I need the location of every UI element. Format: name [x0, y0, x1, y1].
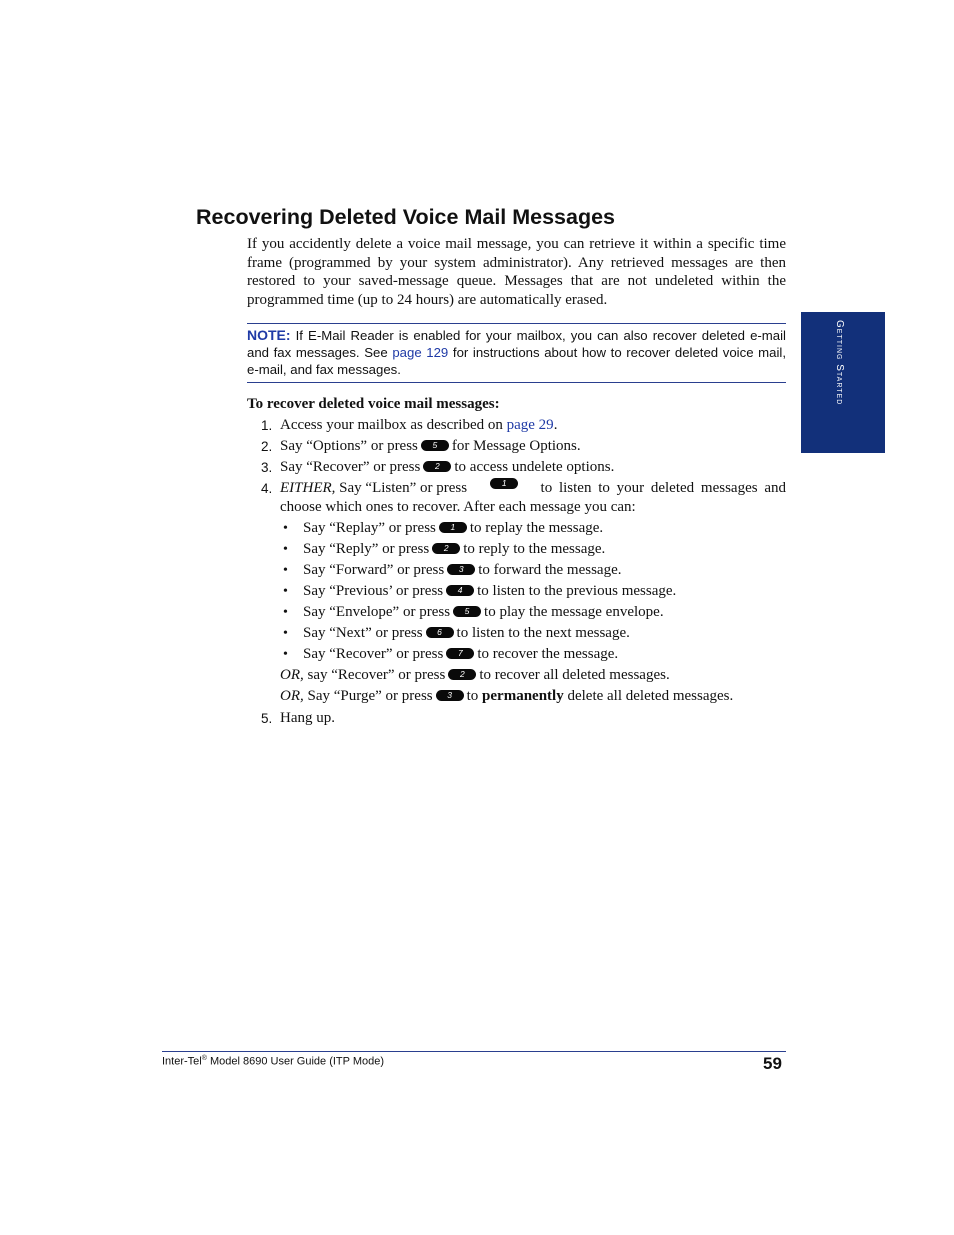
note-page-link[interactable]: page 129 — [392, 345, 449, 360]
or-recover-all — [280, 666, 670, 684]
item-text: Say “Forward” or press — [303, 562, 445, 578]
note-block — [247, 327, 786, 378]
item-text-after: to forward the message. — [478, 562, 622, 578]
step-1-page-link[interactable]: page 29 — [506, 417, 554, 433]
page-number: 59 — [763, 1054, 782, 1073]
key-2-button[interactable]: 2 — [423, 461, 451, 472]
side-tab-label: Getting Started — [834, 320, 845, 406]
key-2-button[interactable]: 2 — [432, 543, 460, 554]
section-side-tab[interactable] — [801, 312, 885, 453]
item-text: Say “Previous’ or press — [303, 583, 444, 599]
step-number: 2. — [261, 439, 273, 454]
footer-title — [162, 1055, 384, 1068]
or-label: OR, — [280, 667, 304, 683]
item-text: Say “Recover” or press — [303, 646, 444, 662]
step-text: Access your mailbox as described on — [280, 417, 507, 433]
step-text: Hang up. — [280, 710, 335, 726]
item-text: Say “Reply” or press — [303, 541, 430, 557]
intro-paragraph: If you accidently delete a voice mail message, you can retrieve it within a specific time frame (programmed by your system administrator). Any retrieved messages are then restored to your saved-message queue. Messages that are not undeleted within the programmed time (up to 24 hours) are automatically erased. — [247, 236, 786, 308]
note-bottom-rule — [247, 382, 786, 383]
or-text: say “Recover” or press — [303, 667, 446, 683]
section-title: Recovering Deleted Voice Mail Messages — [196, 205, 616, 229]
item-text: Say “Replay” or press — [303, 520, 436, 536]
key-1-button[interactable]: 1 — [490, 478, 518, 489]
or-text: Say “Purge” or press — [303, 688, 433, 704]
step-number: 5. — [261, 711, 273, 726]
item-text-after: to replay the message. — [469, 520, 604, 536]
procedure-heading: To recover deleted voice mail messages: — [247, 396, 500, 412]
key-7-button[interactable]: 7 — [446, 648, 474, 659]
or-label: OR, — [280, 688, 304, 704]
bullet: • — [283, 542, 288, 557]
bullet: • — [283, 563, 288, 578]
note-top-rule — [247, 323, 786, 324]
item-text-after: to listen to the previous message. — [477, 583, 677, 599]
registered-mark: ® — [201, 1055, 207, 1062]
list-item — [283, 519, 604, 538]
item-text: Say “Envelope” or press — [303, 604, 451, 620]
note-label: NOTE: — [247, 327, 291, 343]
step-text: Say “Recover” or press — [280, 459, 421, 475]
step-number: 4. — [261, 481, 273, 496]
list-item — [283, 624, 630, 643]
step-text-end: . — [553, 417, 558, 433]
key-4-button[interactable]: 4 — [446, 585, 474, 596]
either-label: EITHER, — [280, 480, 336, 496]
item-text-after: to listen to the next message. — [456, 625, 630, 641]
list-item — [283, 603, 664, 622]
list-item — [283, 540, 606, 559]
key-6-button[interactable]: 6 — [426, 627, 454, 638]
key-2-button[interactable]: 2 — [448, 669, 476, 680]
footer-rule — [162, 1051, 786, 1052]
bullet: • — [283, 647, 288, 662]
step-text-after: to listen to your deleted messages and — [540, 480, 786, 496]
list-item — [283, 645, 619, 664]
step-number: 1. — [261, 418, 273, 433]
item-text: Say “Next” or press — [303, 625, 423, 641]
step-text: Say “Options” or press — [280, 438, 418, 454]
bullet: • — [283, 584, 288, 599]
key-3-button[interactable]: 3 — [447, 564, 475, 575]
key-3-button[interactable]: 3 — [436, 690, 464, 701]
step-4-continued: choose which ones to recover. After each message you can: — [280, 499, 636, 515]
footer-brand: Inter-Tel — [162, 1055, 202, 1068]
list-item — [283, 561, 622, 580]
bullet: • — [283, 626, 288, 641]
key-5-button[interactable]: 5 — [421, 440, 449, 451]
list-item — [283, 582, 677, 601]
or-text-after: delete all deleted messages. — [563, 688, 734, 704]
item-text-after: to play the message envelope. — [484, 604, 664, 620]
step-text-after: for Message Options. — [451, 438, 581, 454]
step-text: Say “Listen” or press — [335, 480, 468, 496]
key-1-button[interactable]: 1 — [439, 522, 467, 533]
or-text-mid: to — [466, 688, 483, 704]
or-purge — [280, 687, 733, 705]
item-text-after: to reply to the message. — [463, 541, 606, 557]
step-number: 3. — [261, 460, 273, 475]
emphasis-permanently: permanently — [482, 688, 564, 704]
item-text-after: to recover the message. — [477, 646, 619, 662]
note-text-before: If E-Mail Reader is enabled for your mailbox, you can also recover deleted e-mail and fax messages. See — [247, 328, 786, 360]
note-text-after: for instructions about how to recover deleted voice mail, e-mail, and fax messages. — [247, 345, 787, 377]
bullet: • — [283, 605, 288, 620]
footer-guide-name: Model 8690 User Guide (ITP Mode) — [206, 1055, 385, 1068]
step-text-after: to access undelete options. — [454, 459, 615, 475]
key-5-button[interactable]: 5 — [453, 606, 481, 617]
or-text-after: to recover all deleted messages. — [479, 667, 670, 683]
bullet: • — [283, 521, 288, 536]
